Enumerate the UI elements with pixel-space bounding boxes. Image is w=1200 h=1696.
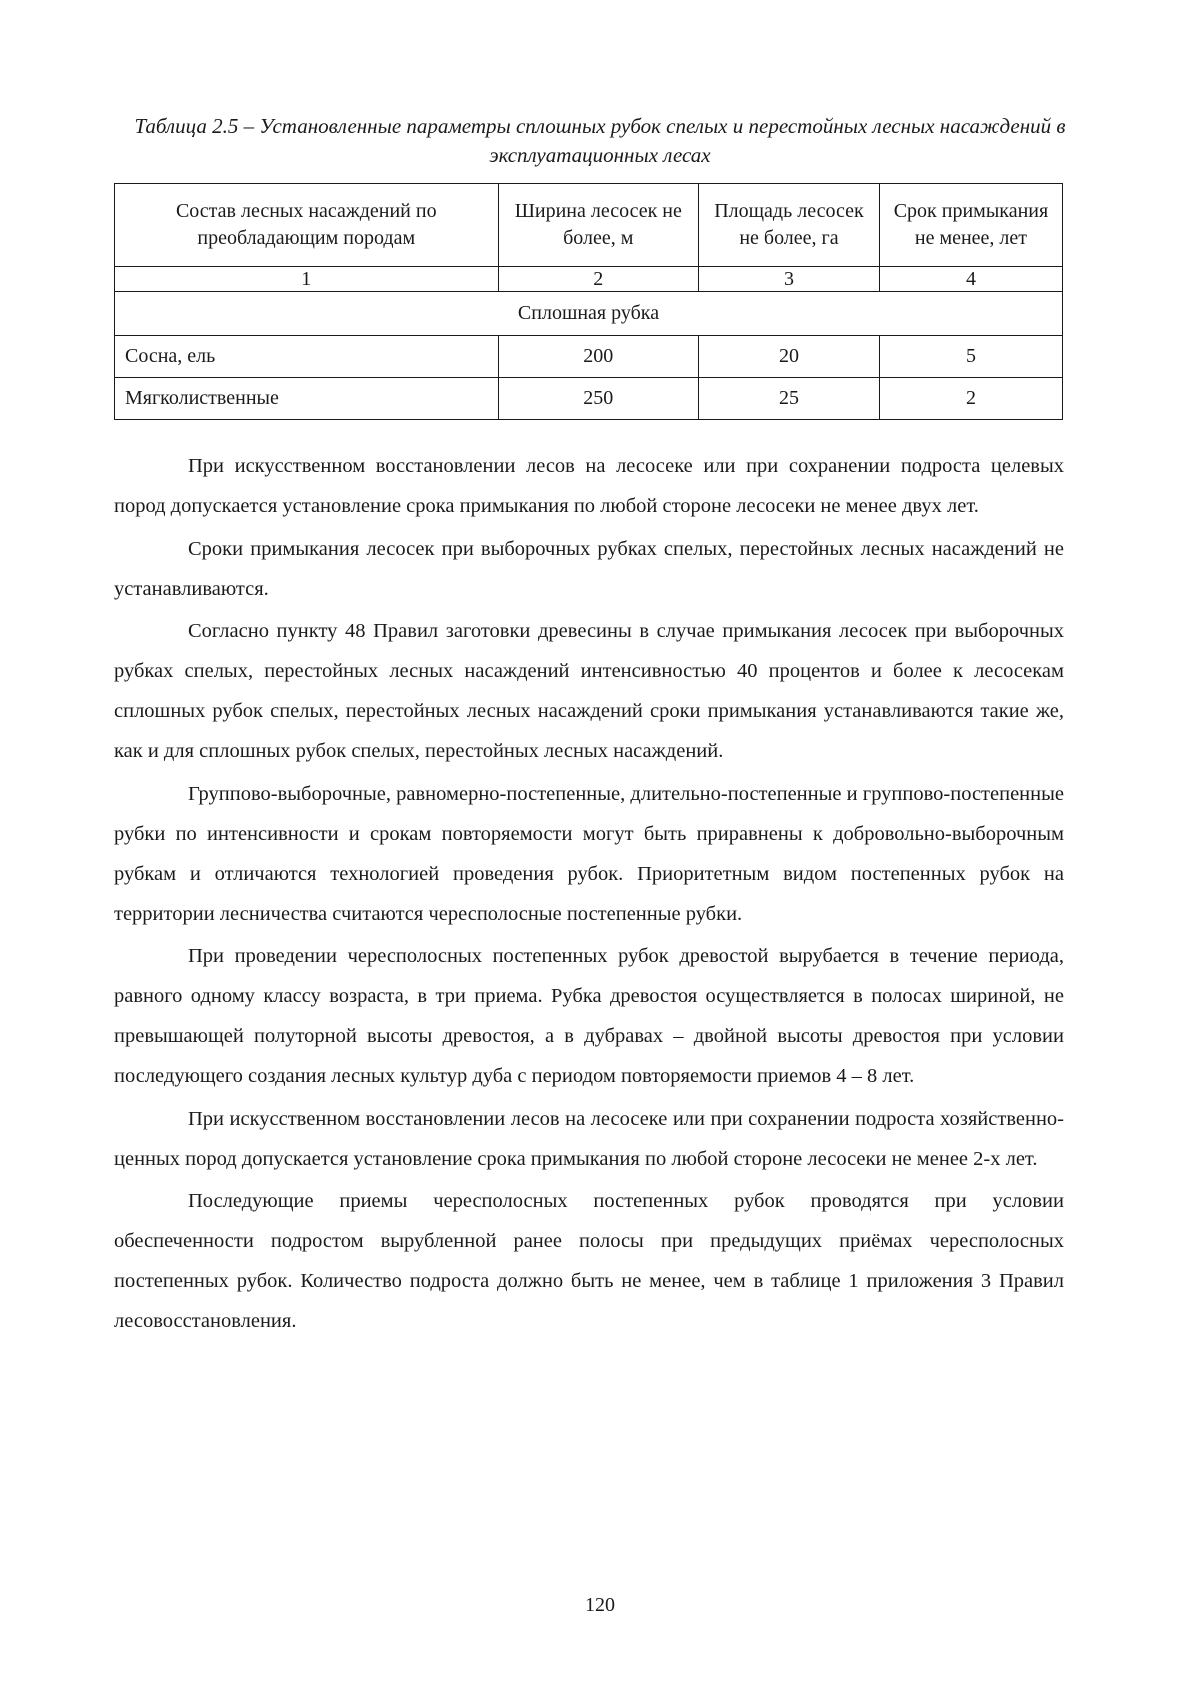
term-cell: 5 <box>879 336 1062 378</box>
paragraph: При проведении чересполосных постепенных рубок древостой вырубается в течение периода, равного одному классу возраста, в три приема. Рубка древостоя осуществляется в полосах шириной, не превышающей полуторной высоты древостоя, а в дубравах – двойной высоты древостоя при условии последующего создания лесных культур дуба с периодом повторяемости приемов 4 – 8 лет. <box>114 945 1064 1087</box>
column-number: 1 <box>115 267 499 292</box>
width-cell: 200 <box>498 336 698 378</box>
paragraph: Последующие приемы чересполосных постепенных рубок проводятся при условии обеспеченности подростом вырубленной ранее полосы при предыдущих приёмах чересполосных постепенных рубок. Количество подроста должно быть не менее, чем в таблице 1 приложения 3 Правил лесовосстановления. <box>114 1190 1064 1332</box>
body-text <box>114 446 1064 1344</box>
paragraph: При искусственном восстановлении лесов на лесосеке или при сохранении подроста целевых пород допускается установление срока примыкания по любой стороне лесосеки не менее двух лет. <box>114 455 1064 517</box>
column-number: 3 <box>699 267 880 292</box>
header-cell: Состав лесных насаждений по преобладающим породам <box>115 184 499 267</box>
column-number-row <box>115 267 1063 292</box>
area-cell: 25 <box>699 378 880 420</box>
paragraph: Сроки примыкания лесосек при выборочных рубках спелых, перестойных лесных насаждений не устанавливаются. <box>114 537 1064 600</box>
parameters-table <box>114 183 1063 420</box>
column-number: 2 <box>498 267 698 292</box>
column-number: 4 <box>879 267 1062 292</box>
page-number: 120 <box>585 1594 615 1616</box>
section-title: Сплошная рубка <box>115 292 1063 336</box>
table-row <box>115 378 1063 420</box>
header-cell: Площадь лесосек не более, га <box>699 184 880 267</box>
area-cell: 20 <box>699 336 880 378</box>
table-header-row <box>115 184 1063 267</box>
species-cell: Сосна, ель <box>115 336 499 378</box>
table-row <box>115 336 1063 378</box>
term-cell: 2 <box>879 378 1062 420</box>
section-row <box>115 292 1063 336</box>
table-caption: Таблица 2.5 – Установленные параметры сплошных рубок спелых и перестойных лесных насаждений в эксплуатационных лесах <box>134 114 1066 167</box>
header-cell: Срок примыкания не менее, лет <box>879 184 1062 267</box>
paragraph: При искусственном восстановлении лесов на лесосеке или при сохранении подроста хозяйственно-ценных пород допускается установление срока примыкания по любой стороне лесосеки не менее 2-х лет. <box>114 1107 1064 1170</box>
species-cell: Мягколиственные <box>115 378 499 420</box>
header-cell: Ширина лесосек не более, м <box>498 184 698 267</box>
width-cell: 250 <box>498 378 698 420</box>
paragraph: Группово-выборочные, равномерно-постепенные, длительно-постепенные и группово-постепенные рубки по интенсивности и срокам повторяемости могут быть приравнены к добровольно-выборочным рубкам и отличаются технологией проведения рубок. Приоритетным видом постепенных рубок на территории лесничества считаются чересполосные постепенные рубки. <box>114 782 1064 925</box>
paragraph: Согласно пункту 48 Правил заготовки древесины в случае примыкания лесосек при выборочных рубках спелых, перестойных лесных насаждений интенсивностью 40 процентов и более к лесосекам сплошных рубок спелых, перестойных лесных насаждений сроки примыкания устанавливаются такие же, как и для сплошных рубок спелых, перестойных лесных насаждений. <box>114 620 1064 762</box>
